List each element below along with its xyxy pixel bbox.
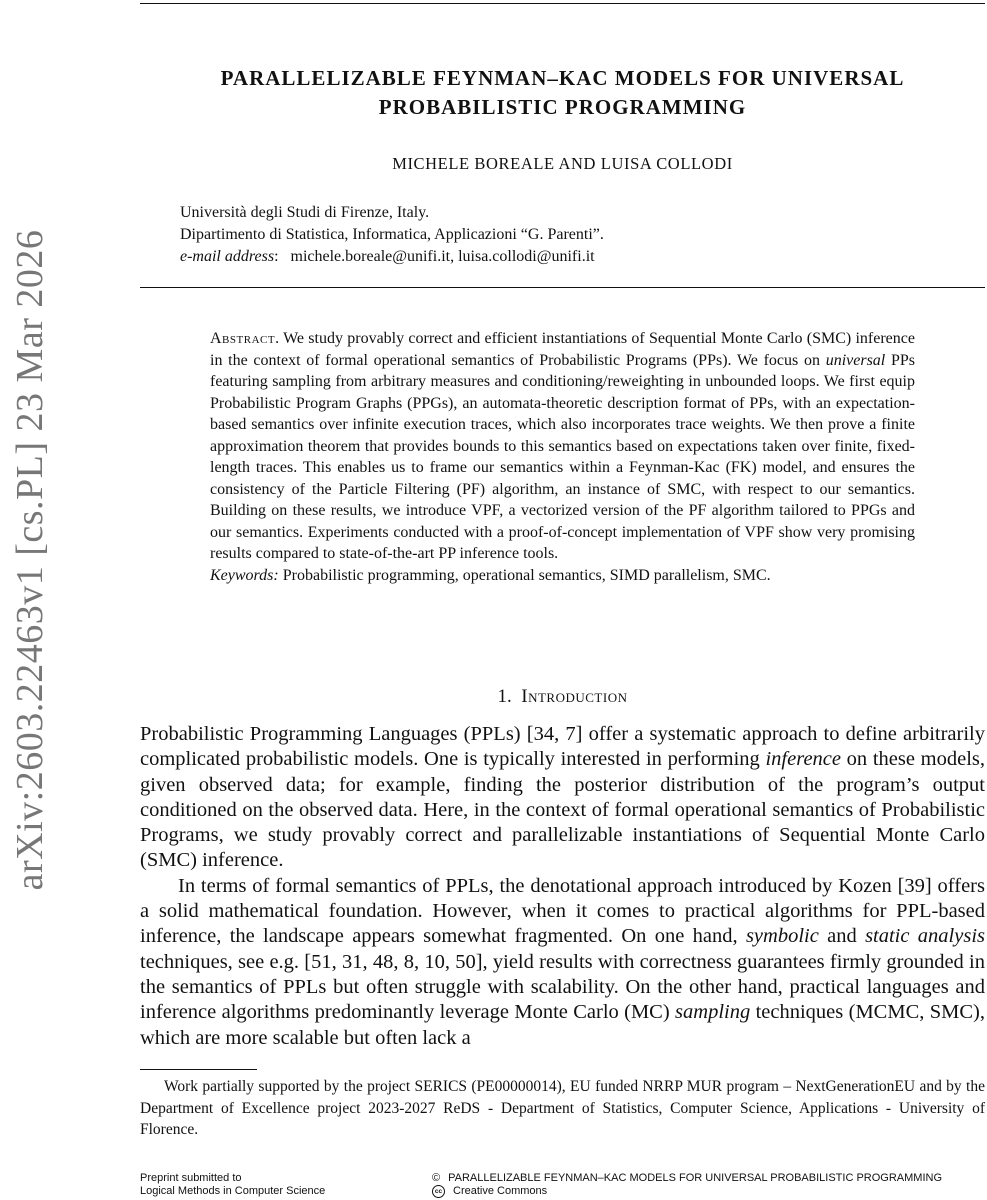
abstract	[210, 328, 915, 586]
header-rule	[140, 287, 985, 288]
preprint-line-2: Logical Methods in Computer Science	[140, 1185, 326, 1197]
affiliation-university: Università degli Studi di Firenze, Italy.	[180, 204, 430, 221]
preprint-notice	[140, 1172, 325, 1198]
affiliation-block	[180, 202, 940, 268]
arxiv-side-stamp	[0, 200, 60, 920]
email-addresses: michele.boreale@unifi.it, luisa.collodi@unifi.it	[290, 248, 595, 265]
introduction-body	[140, 722, 985, 1051]
paper-title	[140, 64, 985, 122]
intro-paragraph-1: Probabilistic Programming Languages (PPLs) [34, 7] offer a systematic approach to define arbitrarily complicated probabilistic models. One is typically interested in performing inference on these models, given observed data; for example, finding the posterior distribution of the program’s output conditioned on the observed data. Here, in the context of formal operational semantics of Probabilistic Programs, we study provably correct and parallelizable instantiations of Sequential Monte Carlo (SMC) inference.	[140, 723, 985, 872]
email-label: e-mail address	[180, 248, 275, 265]
affiliation-department: Dipartimento di Statistica, Informatica, Applicazioni “G. Parenti”.	[180, 226, 604, 243]
intro-paragraph-2: In terms of formal semantics of PPLs, the denotational approach introduced by Kozen [39] offers a solid mathematical foundation. However, when it comes to practical algorithms for PPL-based inference, the landscape appears somewhat fragmented. On one hand, symbolic and static analysis techniques, see e.g. [51, 31, 48, 8, 10, 50], yield results with correctness guarantees firmly grounded in the semantics of PPLs but often struggle with scalability. On the other hand, practical languages and inference algorithms predominantly leverage Monte Carlo (MC) sampling techniques (MCMC, SMC), which are more scalable but often lack a	[140, 874, 985, 1049]
running-title-row	[432, 1172, 942, 1185]
title-line-2: PROBABILISTIC PROGRAMMING	[378, 95, 747, 119]
email-line: e-mail address: michele.boreale@unifi.it, luisa.collodi@unifi.it	[180, 248, 595, 265]
top-rule	[140, 3, 985, 4]
preprint-line-1: Preprint submitted to	[140, 1172, 242, 1184]
keywords-label: Keywords:	[210, 566, 279, 584]
running-title: PARALLELIZABLE FEYNMAN–KAC MODELS FOR UNIVERSAL PROBABILISTIC PROGRAMMING	[448, 1172, 943, 1184]
keywords-line	[210, 565, 915, 587]
footnote: Work partially supported by the project SERICS (PE00000014), EU funded NRRP MUR program – NextGenerationEU and by the Department of Excellence project 2023-2027 ReDS - Department of Statistics, Computer Science, Applications - University of Florence.	[140, 1078, 985, 1138]
license-row	[432, 1185, 942, 1198]
section-number: 1.	[497, 686, 512, 707]
authors: MICHELE BOREALE AND LUISA COLLODI	[392, 154, 733, 173]
creative-commons-icon: cc	[432, 1185, 445, 1198]
title-line-1: PARALLELIZABLE FEYNMAN–KAC MODELS FOR UNIVERSAL	[220, 66, 905, 90]
arxiv-identifier: arXiv:2603.22463v1 [cs.PL] 23 Mar 2026	[9, 229, 51, 891]
section-heading	[140, 686, 985, 708]
abstract-body: Abstract. We study provably correct and efficient instantiations of Sequential Monte Carlo (SMC) inference in the context of formal operational semantics of Probabilistic Programs (PPs). We focus on universal PPs featuring sampling from arbitrary measures and conditioning/reweighting in unbounded loops. We first equip Probabilistic Program Graphs (PPGs), an automata-theoretic description format of PPs, with an expectation-based semantics over infinite execution traces, which also incorporates trace weights. We then prove a finite approximation theorem that provides bounds to this semantics based on expectations taken over finite, fixed-length traces. This enables us to frame our semantics within a Feynman-Kac (FK) model, and ensures the consistency of the Particle Filtering (PF) algorithm, an instance of SMC, with respect to our semantics. Building on these results, we introduce VPF, a vectorized version of the PF algorithm tailored to PPGs and our semantics. Experiments conducted with a proof-of-concept implementation of VPF show very promising results compared to state-of-the-art PP inference tools.	[210, 330, 915, 562]
license-notice	[432, 1172, 942, 1198]
section-title: Introduction	[521, 686, 628, 707]
footnote-rule	[140, 1069, 257, 1070]
abstract-label: Abstract	[210, 330, 276, 347]
copyright-icon: ©	[432, 1172, 441, 1184]
keywords: Probabilistic programming, operational semantics, SIMD parallelism, SMC.	[282, 566, 771, 584]
license-name: Creative Commons	[453, 1185, 548, 1197]
